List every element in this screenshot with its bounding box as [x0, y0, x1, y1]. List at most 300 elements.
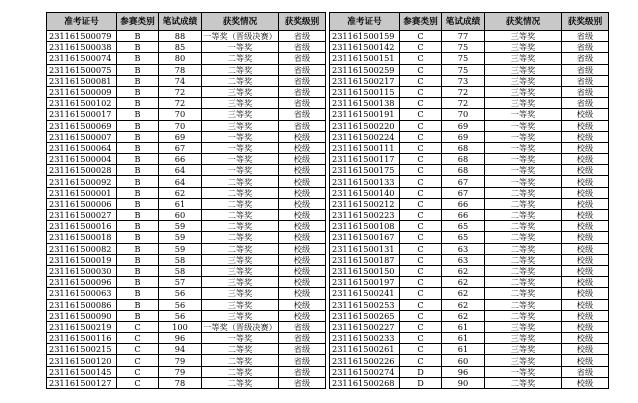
score-cell: 72	[442, 86, 485, 97]
exam-id-cell: 231161500241	[330, 288, 400, 299]
award-cell: 一等奖	[202, 131, 279, 142]
category-cell: C	[400, 299, 442, 310]
award-level-cell: 省级	[279, 42, 326, 53]
award-level-cell: 校级	[562, 288, 609, 299]
category-cell: C	[400, 75, 442, 86]
category-cell: B	[117, 53, 159, 64]
award-cell: 三等奖	[202, 86, 279, 97]
header-award-level: 获奖级别	[279, 13, 326, 31]
table-row	[47, 377, 326, 388]
award-cell: 一等奖（晋级决赛）	[203, 31, 277, 42]
exam-id-cell: 231161500220	[330, 120, 400, 131]
category-cell: C	[117, 366, 159, 377]
award-cell: 二等奖	[202, 187, 279, 198]
header-exam-id: 准考证号	[47, 13, 117, 31]
category-cell: C	[400, 142, 442, 153]
exam-id-cell: 231161500019	[47, 254, 117, 265]
table-row	[47, 366, 326, 377]
award-level-cell: 校级	[279, 187, 326, 198]
category-cell: B	[117, 277, 159, 288]
exam-id-cell: 231161500259	[330, 64, 400, 75]
score-cell: 64	[159, 176, 202, 187]
category-cell: C	[400, 333, 442, 344]
award-level-cell: 省级	[279, 109, 326, 120]
exam-id-cell: 231161500090	[47, 310, 117, 321]
award-level-cell: 省级	[562, 64, 609, 75]
award-level-cell: 校级	[279, 198, 326, 209]
score-cell: 75	[442, 64, 485, 75]
award-cell: 二等奖	[485, 299, 562, 310]
award-cell: 二等奖	[485, 243, 562, 254]
score-cell: 78	[159, 377, 202, 388]
score-cell: 80	[159, 53, 202, 64]
award-cell: 二等奖	[202, 53, 279, 64]
table-row	[330, 333, 609, 344]
exam-id-cell: 231161500261	[330, 344, 400, 355]
table-row	[330, 299, 609, 310]
table-row	[330, 366, 609, 377]
score-cell: 58	[159, 265, 202, 276]
header-written-score: 笔试成绩	[442, 13, 485, 31]
score-cell: 68	[442, 142, 485, 153]
award-cell: 三等奖	[202, 310, 279, 321]
award-level-cell: 省级	[279, 98, 326, 109]
score-cell: 67	[442, 176, 485, 187]
score-cell: 79	[159, 366, 202, 377]
category-cell: B	[117, 142, 159, 153]
category-cell: C	[400, 355, 442, 366]
score-cell: 60	[159, 210, 202, 221]
award-cell: 三等奖	[485, 98, 562, 109]
category-cell: B	[117, 176, 159, 187]
table-row	[330, 75, 609, 86]
award-cell: 三等奖	[485, 321, 562, 332]
table-row	[330, 176, 609, 187]
award-cell: 二等奖	[485, 277, 562, 288]
exam-id-cell: 231161500063	[47, 288, 117, 299]
score-cell: 56	[159, 288, 202, 299]
score-cell: 67	[442, 187, 485, 198]
award-cell: 二等奖	[485, 210, 562, 221]
category-cell: B	[117, 254, 159, 265]
award-level-cell: 校级	[279, 299, 326, 310]
award-level-cell: 校级	[562, 165, 609, 176]
exam-id-cell: 231161500133	[330, 176, 400, 187]
award-cell: 二等奖	[202, 198, 279, 209]
table-row	[330, 254, 609, 265]
score-cell: 67	[159, 142, 202, 153]
category-cell: C	[400, 109, 442, 120]
category-cell: C	[400, 64, 442, 75]
award-cell: 二等奖	[202, 210, 279, 221]
score-cell: 63	[442, 243, 485, 254]
exam-id-cell: 231161500007	[47, 131, 117, 142]
table-row	[47, 53, 326, 64]
category-cell: C	[400, 42, 442, 53]
exam-id-cell: 231161500219	[47, 321, 117, 332]
award-cell: 一等奖	[485, 142, 562, 153]
award-level-cell: 校级	[562, 187, 609, 198]
table-row	[330, 321, 609, 332]
award-level-cell: 省级	[562, 42, 609, 53]
header-award-level: 获奖级别	[562, 13, 609, 31]
results-table-left	[46, 12, 326, 389]
award-level-cell: 校级	[562, 198, 609, 209]
score-cell: 69	[159, 131, 202, 142]
award-cell: 三等奖	[485, 42, 562, 53]
award-cell: 一等奖	[485, 120, 562, 131]
award-level-cell: 校级	[279, 165, 326, 176]
category-cell: C	[400, 31, 442, 42]
score-cell: 62	[442, 277, 485, 288]
award-cell: 二等奖	[202, 221, 279, 232]
score-cell: 70	[159, 120, 202, 131]
table-row	[47, 355, 326, 366]
score-cell: 63	[442, 254, 485, 265]
award-level-cell: 校级	[279, 265, 326, 276]
score-cell: 56	[159, 299, 202, 310]
category-cell: C	[400, 86, 442, 97]
header-row	[47, 13, 326, 31]
score-cell: 68	[442, 154, 485, 165]
award-cell: 一等奖	[485, 131, 562, 142]
award-cell: 三等奖	[202, 254, 279, 265]
score-cell: 85	[159, 42, 202, 53]
award-cell: 二等奖	[202, 355, 279, 366]
table-row	[330, 187, 609, 198]
award-level-cell: 校级	[562, 254, 609, 265]
table-row	[47, 142, 326, 153]
header-written-score: 笔试成绩	[159, 13, 202, 31]
table-row	[330, 154, 609, 165]
exam-id-cell: 231161500108	[330, 221, 400, 232]
exam-id-cell: 231161500018	[47, 232, 117, 243]
table-row	[47, 299, 326, 310]
exam-id-cell: 231161500140	[330, 187, 400, 198]
score-cell: 62	[442, 310, 485, 321]
score-cell: 65	[442, 221, 485, 232]
award-level-cell: 校级	[562, 277, 609, 288]
award-cell: 三等奖	[202, 98, 279, 109]
score-cell: 62	[442, 299, 485, 310]
category-cell: C	[400, 187, 442, 198]
exam-id-cell: 231161500233	[330, 333, 400, 344]
award-level-cell: 省级	[279, 64, 326, 75]
exam-id-cell: 231161500127	[47, 377, 117, 388]
exam-id-cell: 231161500223	[330, 210, 400, 221]
exam-id-cell: 231161500224	[330, 131, 400, 142]
category-cell: C	[400, 344, 442, 355]
exam-id-cell: 231161500142	[330, 42, 400, 53]
table-row	[330, 310, 609, 321]
category-cell: C	[400, 53, 442, 64]
category-cell: B	[117, 265, 159, 276]
award-cell: 三等奖	[202, 299, 279, 310]
score-cell: 68	[442, 165, 485, 176]
category-cell: B	[117, 210, 159, 221]
award-cell: 二等奖	[485, 377, 562, 388]
award-level-cell: 校级	[279, 232, 326, 243]
award-cell: 二等奖	[202, 176, 279, 187]
table-row	[47, 31, 326, 42]
header-exam-id: 准考证号	[330, 13, 400, 31]
award-level-cell: 校级	[562, 321, 609, 332]
category-cell: C	[400, 254, 442, 265]
table-row	[47, 109, 326, 120]
table-row	[47, 288, 326, 299]
exam-id-cell: 231161500175	[330, 165, 400, 176]
score-cell: 66	[442, 198, 485, 209]
exam-id-cell: 231161500111	[330, 142, 400, 153]
exam-id-cell: 231161500006	[47, 198, 117, 209]
category-cell: B	[117, 120, 159, 131]
exam-id-cell: 231161500268	[330, 377, 400, 388]
score-cell: 59	[159, 221, 202, 232]
category-cell: B	[117, 109, 159, 120]
award-cell: 二等奖	[485, 187, 562, 198]
score-cell: 96	[442, 366, 485, 377]
award-cell: 三等奖	[485, 75, 562, 86]
award-level-cell: 校级	[562, 131, 609, 142]
award-cell: 三等奖	[485, 53, 562, 64]
award-level-cell: 校级	[279, 142, 326, 153]
table-row	[47, 98, 326, 109]
category-cell: B	[117, 187, 159, 198]
table-row	[330, 98, 609, 109]
exam-id-cell: 231161500028	[47, 165, 117, 176]
award-level-cell: 校级	[279, 176, 326, 187]
header-row	[330, 13, 609, 31]
table-row	[47, 221, 326, 232]
award-cell: 二等奖	[485, 198, 562, 209]
table-row	[47, 187, 326, 198]
award-cell: 二等奖	[485, 232, 562, 243]
table-row	[47, 86, 326, 97]
header-award: 获奖情况	[485, 13, 562, 31]
award-cell: 一等奖	[485, 154, 562, 165]
award-cell: 一等奖	[202, 154, 279, 165]
table-row	[47, 310, 326, 321]
score-cell: 61	[442, 344, 485, 355]
score-cell: 58	[159, 254, 202, 265]
award-cell: 一等奖	[202, 42, 279, 53]
score-cell: 73	[442, 75, 485, 86]
score-cell: 61	[442, 333, 485, 344]
award-level-cell: 校级	[279, 310, 326, 321]
category-cell: B	[117, 165, 159, 176]
award-level-cell: 校级	[562, 310, 609, 321]
award-cell: 三等奖	[485, 344, 562, 355]
category-cell: C	[400, 265, 442, 276]
score-cell: 70	[159, 109, 202, 120]
score-cell: 96	[159, 333, 202, 344]
award-level-cell: 省级	[279, 366, 326, 377]
header-award: 获奖情况	[202, 13, 279, 31]
score-cell: 69	[442, 131, 485, 142]
award-level-cell: 校级	[279, 277, 326, 288]
exam-id-cell: 231161500274	[330, 366, 400, 377]
award-level-cell: 校级	[562, 377, 609, 388]
exam-id-cell: 231161500017	[47, 109, 117, 120]
category-cell: C	[400, 310, 442, 321]
exam-id-cell: 231161500265	[330, 310, 400, 321]
right-table-body	[330, 31, 609, 389]
award-cell: 二等奖	[485, 221, 562, 232]
header-category: 参赛类别	[117, 13, 159, 31]
category-cell: B	[117, 299, 159, 310]
exam-id-cell: 231161500117	[330, 154, 400, 165]
category-cell: C	[117, 344, 159, 355]
score-cell: 90	[442, 377, 485, 388]
award-level-cell: 省级	[279, 344, 326, 355]
award-cell: 二等奖	[485, 265, 562, 276]
award-cell: 二等奖	[202, 344, 279, 355]
table-row	[330, 64, 609, 75]
score-cell: 100	[159, 321, 202, 332]
category-cell: C	[400, 165, 442, 176]
table-row	[330, 131, 609, 142]
score-cell: 69	[442, 120, 485, 131]
table-row	[47, 75, 326, 86]
table-row	[330, 165, 609, 176]
category-cell: B	[117, 42, 159, 53]
table-row	[47, 120, 326, 131]
award-cell: 一等奖	[485, 165, 562, 176]
category-cell: B	[117, 310, 159, 321]
category-cell: B	[117, 154, 159, 165]
exam-id-cell: 231161500074	[47, 53, 117, 64]
category-cell: C	[400, 321, 442, 332]
award-level-cell: 校级	[562, 176, 609, 187]
category-cell: B	[117, 98, 159, 109]
table-row	[47, 277, 326, 288]
table-row	[47, 243, 326, 254]
award-cell: 一等奖	[485, 109, 562, 120]
score-cell: 74	[159, 75, 202, 86]
award-level-cell: 省级	[279, 120, 326, 131]
award-level-cell: 省级	[279, 53, 326, 64]
exam-id-cell: 231161500069	[47, 120, 117, 131]
exam-id-cell: 231161500145	[47, 366, 117, 377]
table-row	[330, 277, 609, 288]
exam-id-cell: 231161500215	[47, 344, 117, 355]
exam-id-cell: 231161500217	[330, 75, 400, 86]
award-level-cell: 校级	[562, 299, 609, 310]
award-cell: 三等奖	[202, 288, 279, 299]
category-cell: C	[117, 377, 159, 388]
score-cell: 57	[159, 277, 202, 288]
exam-id-cell: 231161500167	[330, 232, 400, 243]
exam-id-cell: 231161500227	[330, 321, 400, 332]
table-row	[47, 344, 326, 355]
award-cell: 二等奖	[485, 310, 562, 321]
award-level-cell: 校级	[562, 344, 609, 355]
category-cell: B	[117, 131, 159, 142]
award-level-cell: 校级	[562, 109, 609, 120]
header-category: 参赛类别	[400, 13, 442, 31]
category-cell: D	[400, 377, 442, 388]
table-row	[330, 198, 609, 209]
table-row	[330, 42, 609, 53]
score-cell: 66	[442, 210, 485, 221]
exam-id-cell: 231161500212	[330, 198, 400, 209]
award-level-cell: 校级	[279, 221, 326, 232]
exam-id-cell: 231161500030	[47, 265, 117, 276]
table-row	[330, 377, 609, 388]
score-cell: 56	[159, 310, 202, 321]
table-row	[330, 355, 609, 366]
score-cell: 75	[442, 53, 485, 64]
left-table-body	[47, 31, 326, 389]
award-cell: 一等奖	[202, 142, 279, 153]
exam-id-cell: 231161500150	[330, 265, 400, 276]
table-row	[330, 86, 609, 97]
award-level-cell: 校级	[279, 254, 326, 265]
table-row	[47, 232, 326, 243]
category-cell: B	[117, 198, 159, 209]
category-cell: B	[117, 221, 159, 232]
exam-id-cell: 231161500086	[47, 299, 117, 310]
score-cell: 70	[442, 109, 485, 120]
category-cell: C	[400, 243, 442, 254]
table-row	[330, 243, 609, 254]
award-level-cell: 校级	[562, 232, 609, 243]
category-cell: C	[117, 321, 159, 332]
table-row	[330, 31, 609, 42]
award-level-cell: 校级	[562, 355, 609, 366]
award-cell: 三等奖	[485, 333, 562, 344]
score-cell: 66	[159, 154, 202, 165]
table-row	[330, 142, 609, 153]
category-cell: C	[117, 333, 159, 344]
exam-id-cell: 231161500116	[47, 333, 117, 344]
exam-id-cell: 231161500038	[47, 42, 117, 53]
award-level-cell: 校级	[562, 154, 609, 165]
category-cell: C	[117, 355, 159, 366]
exam-id-cell: 231161500191	[330, 109, 400, 120]
award-cell: 一等奖	[485, 176, 562, 187]
award-level-cell: 校级	[562, 120, 609, 131]
award-level-cell: 省级	[279, 321, 326, 332]
exam-id-cell: 231161500151	[330, 53, 400, 64]
table-row	[47, 154, 326, 165]
category-cell: B	[117, 75, 159, 86]
award-level-cell: 校级	[562, 265, 609, 276]
table-row	[47, 210, 326, 221]
exam-id-cell: 231161500096	[47, 277, 117, 288]
category-cell: B	[117, 31, 159, 42]
award-cell: 二等奖	[202, 232, 279, 243]
score-cell: 78	[159, 64, 202, 75]
award-cell: 二等奖	[202, 75, 279, 86]
score-cell: 60	[442, 355, 485, 366]
exam-id-cell: 231161500092	[47, 176, 117, 187]
award-level-cell: 校级	[562, 221, 609, 232]
score-cell: 61	[442, 321, 485, 332]
award-level-cell: 校级	[279, 210, 326, 221]
score-cell: 77	[442, 31, 485, 42]
score-cell: 72	[159, 98, 202, 109]
award-cell: 三等奖	[485, 86, 562, 97]
results-sheet	[46, 12, 609, 389]
table-row	[330, 109, 609, 120]
table-row	[47, 198, 326, 209]
category-cell: D	[400, 366, 442, 377]
table-row	[330, 265, 609, 276]
award-level-cell: 校级	[562, 210, 609, 221]
award-level-cell: 省级	[279, 377, 326, 388]
score-cell: 94	[159, 344, 202, 355]
